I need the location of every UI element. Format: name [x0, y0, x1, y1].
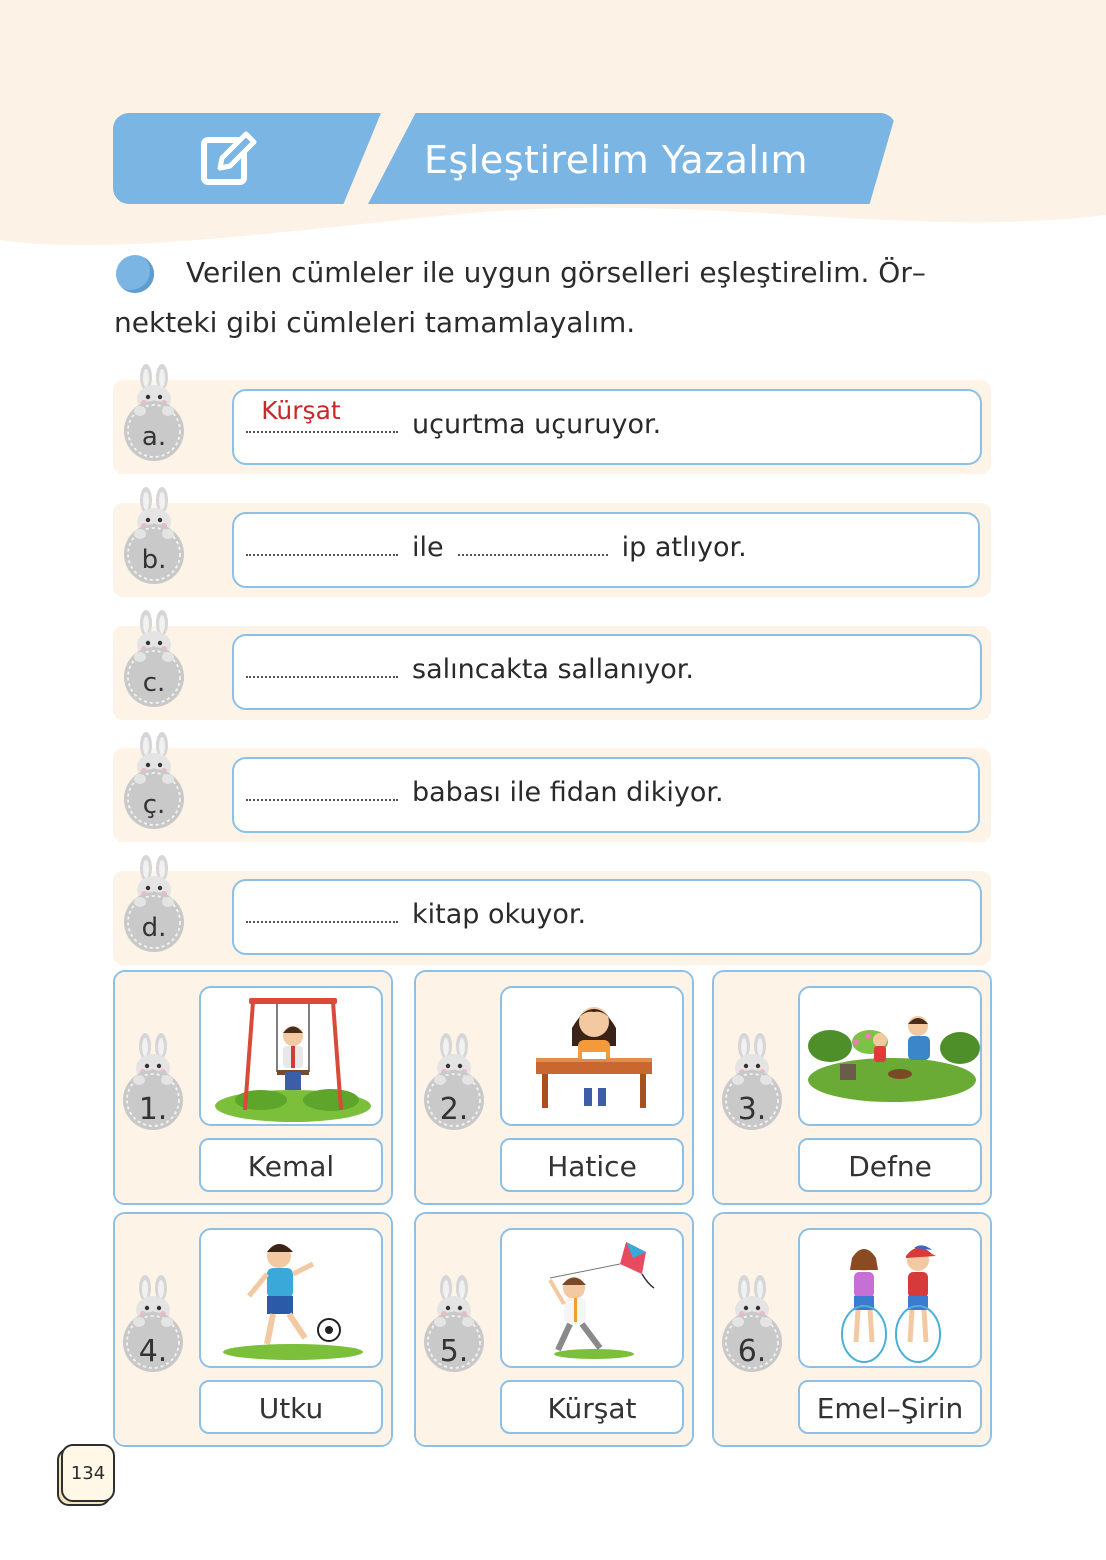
- picture-card-6: [712, 1212, 992, 1447]
- card-number: 4.: [138, 1334, 168, 1369]
- example-answer: Kürşat: [261, 396, 341, 425]
- row-letter: b.: [141, 545, 167, 575]
- sentence-box-b: [232, 512, 980, 588]
- answer-blank[interactable]: [458, 536, 608, 556]
- name-box: Utku: [199, 1380, 383, 1434]
- picture-box: [500, 986, 684, 1126]
- answer-blank[interactable]: [246, 536, 398, 556]
- swing-picture: [201, 988, 383, 1126]
- picture-box: [798, 1228, 982, 1368]
- football-picture: [201, 1230, 383, 1368]
- sentence-box-d: [232, 879, 982, 955]
- card-number: 1.: [138, 1092, 168, 1127]
- sentence-box-a: [232, 389, 982, 465]
- reading-picture: [502, 988, 684, 1126]
- answer-blank[interactable]: [246, 396, 398, 433]
- planting-picture: [800, 988, 982, 1126]
- answer-blank[interactable]: [246, 781, 398, 801]
- row-letter: ç.: [142, 790, 166, 820]
- page-title: Eşleştirelim Yazalım: [424, 138, 809, 182]
- name-box: Emel–Şirin: [798, 1380, 982, 1434]
- picture-box: [199, 1228, 383, 1368]
- edit-icon: [198, 128, 260, 190]
- sentence-text: ip atlıyor.: [621, 532, 747, 563]
- answer-blank[interactable]: [246, 903, 398, 923]
- sentence-text: kitap okuyor.: [412, 899, 587, 930]
- card-number: 5.: [439, 1334, 469, 1369]
- picture-card-3: [712, 970, 992, 1205]
- card-number: 3.: [737, 1092, 767, 1127]
- bullet-icon: [116, 255, 154, 293]
- instruction-line-2: nekteki gibi cümleleri tamamlayalım.: [114, 306, 636, 339]
- kite-picture: [502, 1230, 684, 1368]
- row-letter: d.: [141, 913, 167, 943]
- sentence-connector: ile: [412, 532, 444, 563]
- row-letter: c.: [142, 668, 166, 698]
- name-box: Kürşat: [500, 1380, 684, 1434]
- picture-card-4: [113, 1212, 393, 1447]
- card-number: 6.: [737, 1334, 767, 1369]
- name-box: Defne: [798, 1138, 982, 1192]
- answer-blank[interactable]: [246, 658, 398, 678]
- picture-box: [199, 986, 383, 1126]
- picture-card-5: [414, 1212, 694, 1447]
- sentence-text: salıncakta sallanıyor.: [412, 654, 694, 685]
- card-number: 2.: [439, 1092, 469, 1127]
- page-number: 134: [61, 1444, 115, 1502]
- name-box: Hatice: [500, 1138, 684, 1192]
- sentence-box-c: [232, 634, 982, 710]
- jump-rope-picture: [800, 1230, 982, 1368]
- sentence-text: babası ile fidan dikiyor.: [412, 777, 724, 808]
- row-letter: a.: [141, 422, 167, 452]
- name-box: Kemal: [199, 1138, 383, 1192]
- picture-box: [500, 1228, 684, 1368]
- instruction-line-1: Verilen cümleler ile uygun görselleri eşleştirelim. Ör–: [186, 256, 926, 289]
- sentence-text: uçurtma uçuruyor.: [412, 409, 662, 440]
- picture-box: [798, 986, 982, 1126]
- picture-card-1: [113, 970, 393, 1205]
- picture-card-2: [414, 970, 694, 1205]
- sentence-box-cedilla: [232, 757, 980, 833]
